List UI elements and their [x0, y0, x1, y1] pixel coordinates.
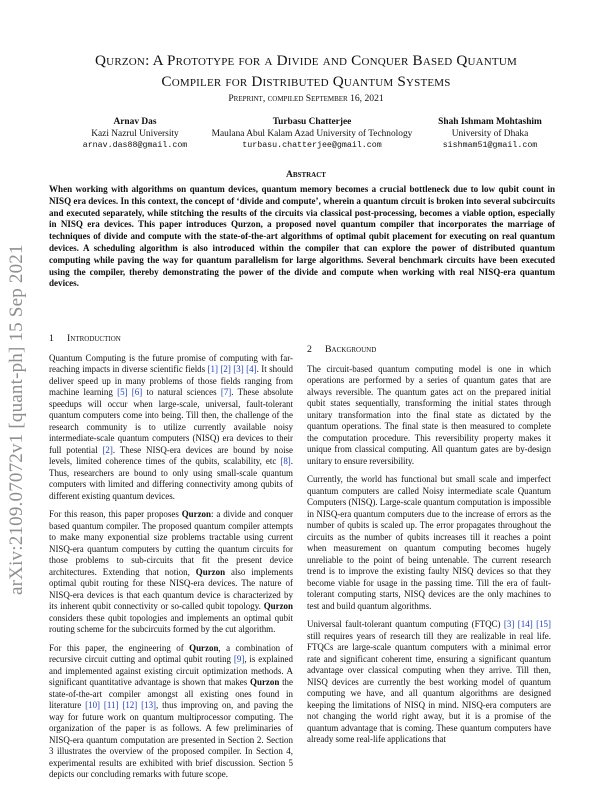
arxiv-identifier: arXiv:2109.07072v1 [quant-ph] 15 Sep 2021: [6, 244, 27, 595]
compiler-name: Qurzon: [263, 601, 293, 611]
citation-link[interactable]: [7]: [220, 387, 232, 397]
author-email[interactable]: sishmam51@gmail.com: [442, 141, 538, 150]
text-run: . These NISQ-era devices are bound by noise levels, limited coherence times of the qubits, scalability, etc: [49, 444, 293, 466]
abstract-heading: Abstract: [286, 170, 326, 180]
background-paragraph-3: [307, 619, 551, 746]
preprint-date: Preprint, compiled September 16, 2021: [228, 93, 384, 104]
left-column: [49, 333, 293, 788]
text-run: , a combination of recursive circuit cutting and optimal qubit routing: [49, 642, 294, 664]
compiler-name: Qurzon: [195, 566, 226, 577]
author-affiliation: Kazi Nazrul University: [91, 129, 179, 139]
text-run: considers these qubit topologies and implements an optimal qubit routing scheme for the subcircuits formed by the cut algorithm.: [49, 612, 293, 634]
text-run: to natural sciences: [142, 387, 221, 397]
author-name: Arnav Das: [113, 117, 157, 127]
author-email[interactable]: turbasu.chatterjee@gmail.com: [242, 141, 382, 150]
citation-link[interactable]: [1] [2] [3] [4]: [207, 364, 257, 374]
citation-link[interactable]: [10] [11] [12] [13]: [85, 700, 157, 710]
text-run: also implements optimal qubit routing for these NISQ-era devices. The nature of NISQ-era devices is that each quantum device is characterized by its inherent qubit connectivity or so-called qubit topology.: [49, 566, 293, 611]
text-run: still requires years of research till they are realizable in real life. FTQCs are large-scale quantum computers with a minimal error rate and significant coherent time, ensuring a significant quantum advantage over classical computing when they arrive. Till then, NISQ devices are currently the best working model of quantum computing we have, and all quantum algorithms are designed keeping the limitations of NISQ in mind. NISQ-era computers are not changing the world right away, but it is a promise of the quantum advantage that is coming. These quantum computers have already some real-life applications that: [307, 630, 551, 744]
title-line-2: Compiler for Distributed Quantum Systems: [161, 73, 451, 90]
section-number: 2: [307, 344, 312, 355]
citation-link[interactable]: [5] [6]: [117, 387, 143, 397]
citation-link[interactable]: [9]: [233, 654, 245, 664]
section-title: Background: [325, 344, 377, 355]
text-run: Universal fault-tolerant quantum computing (FTQC): [307, 619, 504, 629]
section-title: Introduction: [67, 333, 121, 344]
intro-paragraph-3: [49, 643, 293, 781]
column-continuation-space: [307, 304, 551, 344]
background-paragraph-1: The circuit-based quantum computing model is one in which operations are performed by a series of quantum gates that are always reversible. The quantum gates act on the prepared initial qubit states sequentially, transforming the initial states through unitary transformation into the final state as dictated by the quantum operations. The final state is then measured to complete the computation procedure. This reversibility property makes it unique from classical computing. All quantum gates are by-design unitary to ensure reversibility.: [307, 363, 551, 466]
intro-paragraph-1: [49, 353, 293, 503]
compiler-name: Qurzon: [189, 642, 219, 653]
author-email[interactable]: arnav.das88@gmail.com: [82, 141, 188, 150]
text-run: , is explained and implemented against existing circuit optimization methods. A significant quantitative advantage is shown that makes: [49, 654, 293, 687]
title-line-1: Qurzon: A Prototype for a Divide and Conquer Based Quantum: [95, 52, 517, 69]
text-run: . These absolute speedups will occur when large-scale, universal, fault-tolerant quantum computers come into being. Till then, the challenge of the research community is to utilize currently available noisy intermediate-scale quantum computers (NISQ) era devices to their full potential: [49, 387, 294, 455]
text-run: Quantum Computing is the future promise of computing with far-reaching impacts in diverse scientific fields: [49, 352, 293, 374]
abstract-text: When working with algorithms on quantum devices, quantum memory becomes a crucial bottleneck due to low qubit count in NISQ era devices. In this context, the concept of ‘divide and compute’, wherein a quantum circuit is broken into several subcircuits and executed separately, while stitching the results of the circuits via classical post-processing, becomes a viable option, especially in NISQ era devices. This paper introduces Qurzon, a proposed novel quantum compiler that incorporates the marriage of techniques of divide and compute with the state-of-the-art algorithms of optimal qubit placement for executing on real quantum devices. A scheduling algorithm is also introduced within the compiler that can explore the power of distributed quantum computing while paving the way for quantum parallelism for large algorithms. Several benchmark circuits have been executed using the compiler, thereby demonstrating the power of the divide and compute when working with real NISQ-era quantum devices.: [49, 184, 555, 289]
right-column: [307, 304, 551, 753]
text-run: : a divide and conquer based quantum compiler. The proposed quantum compiler attempts to make many exponential size problems tractable using current NISQ-era quantum computers by cutting the quantum circuits for those problems to sub-circuits that fit the present device architectures. Extending that notion,: [49, 509, 293, 577]
text-run: . It should deliver speed up in many problems of those fields ranging from machine learning: [49, 364, 294, 397]
author-name: Turbasu Chatterjee: [272, 117, 352, 127]
paper-title: [70, 50, 542, 92]
citation-link[interactable]: [8]: [280, 456, 291, 466]
citation-link[interactable]: [2]: [102, 444, 113, 455]
author-name: Shah Ishmam Mohtashim: [438, 117, 542, 127]
citation-link[interactable]: [3] [14] [15]: [503, 619, 552, 629]
text-run: the state-of-the-art compiler amongst all existing ones found in literature: [49, 677, 293, 710]
section-heading-introduction: [49, 333, 293, 345]
author-block-2: [205, 116, 419, 152]
author-block-1: [60, 116, 210, 152]
compiler-name: Qurzon: [250, 677, 280, 687]
author-affiliation: University of Dhaka: [451, 129, 529, 139]
text-run: For this paper, the engineering of: [49, 642, 190, 653]
text-run: For this reason, this paper proposes: [49, 509, 182, 519]
compiler-name: Qurzon: [181, 509, 211, 519]
text-run: , thus improving on, and paving the way for future work on quantum multiprocessor computing. The organization of the paper is as follows. A few preliminaries of NISQ-era quantum computation are presented in Section 2. Section 3 illustrates the overview of the proposed compiler. In Section 4, experimental results are exhibited with brief discussion. Section 5 depicts our concluding remarks with future scope.: [49, 700, 293, 779]
background-paragraph-2: Currently, the world has functional but small scale and imperfect quantum computers are called Noisy intermediate scale Quantum Computers (NISQ). Large-scale quantum computation is impossible in NISQ-era quantum computers due to the increase of errors as the number of qubits is scaled up. The error propagates throughout the circuits as the number of qubits increases till it reaches a point when measurement on quantum computing becomes hugely unreliable to the point of being untenable. The current research trend is to improve the existing faulty NISQ devices so that they become viable for usage in the passing time. Till the era of fault-tolerant computing starts, NISQ devices are the only machines to test and build quantum algorithms.: [307, 474, 551, 611]
author-affiliation: Maulana Abul Kalam Azad University of Technology: [211, 129, 413, 139]
author-block-3: [395, 116, 585, 152]
section-heading-background: [307, 344, 551, 356]
text-run: . Thus, researchers are bound to only using small-scale quantum computers with limited and differing connectivity among qubits of different existing quantum devices.: [49, 456, 293, 501]
section-number: 1: [49, 333, 54, 344]
intro-paragraph-2: [49, 509, 293, 636]
